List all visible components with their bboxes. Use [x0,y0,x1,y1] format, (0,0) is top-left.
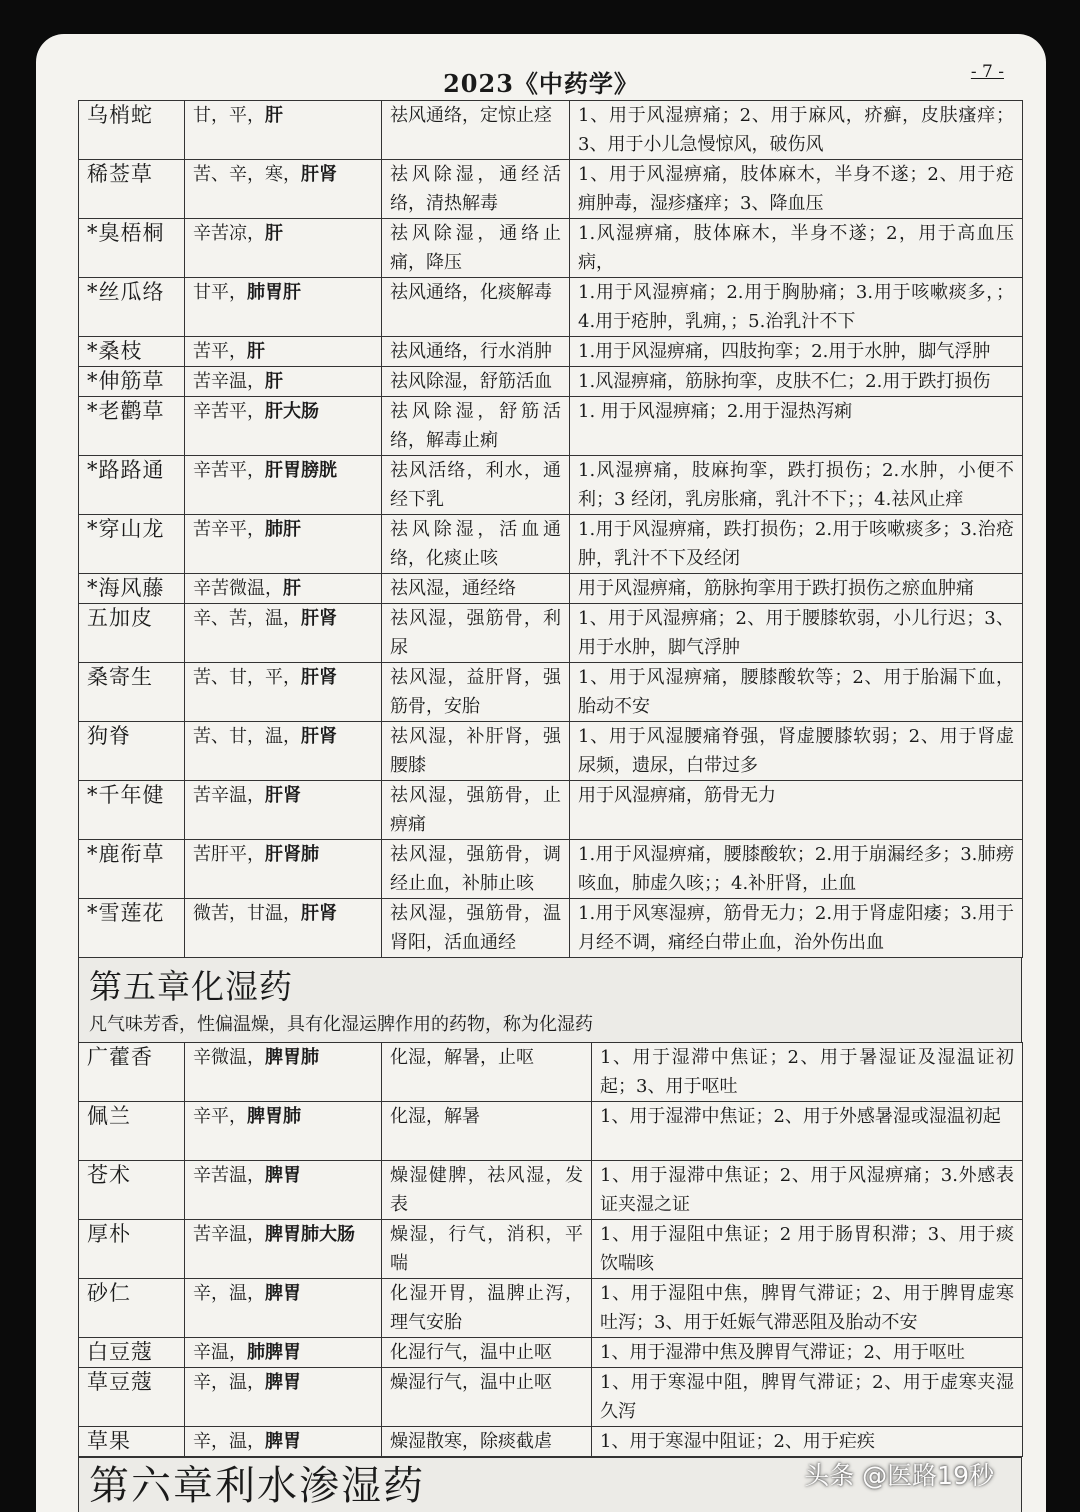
herb-usage: 1、用于寒湿中阻证；2、用于疟疾 [592,1427,1023,1457]
herb-meridian: 脾胃肺 [247,1106,301,1127]
herb-meridian: 肝 [265,371,283,392]
herb-usage: 1、用于湿阻中焦证；2 用于肠胃积滞；3、用于痰饮喘咳 [592,1220,1023,1279]
herb-meridian: 肝肾 [301,903,337,924]
herb-meridian: 肝 [247,341,265,362]
herb-property [185,781,382,840]
table-row [79,101,1023,160]
herb-effect: 祛风除湿，活血通络，化痰止咳 [382,515,570,574]
herb-usage: 1、用于风湿痹痛；2、用于麻风，疥癣，皮肤瘙痒；3、用于小儿急慢惊风，破伤风 [570,101,1023,160]
herb-meridian: 肝大肠 [265,401,319,422]
herb-effect: 化湿，解暑，止呕 [382,1043,592,1102]
herb-property [185,1279,382,1338]
herb-name: 厚朴 [79,1220,185,1279]
watermark-text: 头条 @医路19秒 [804,1461,994,1490]
herb-meridian: 脾胃 [265,1372,301,1393]
herb-taste: 辛苦凉， [193,223,265,244]
chapter5-header [78,958,1022,1042]
herb-effect: 祛风通络，行水消肿 [382,337,570,367]
herb-meridian: 肝肾 [265,785,301,806]
herb-effect: 燥湿健脾，祛风湿，发表 [382,1161,592,1220]
herb-name: *雪莲花 [79,899,185,958]
herb-effect: 燥湿，行气，消积，平喘 [382,1220,592,1279]
herb-property [185,160,382,219]
table-row [79,1102,1023,1161]
herb-taste: 甘，平， [193,105,265,126]
table-row [79,456,1023,515]
herb-name: 草豆蔻 [79,1368,185,1427]
herb-meridian: 肝 [265,223,283,244]
herb-property [185,899,382,958]
page-number: - 7 - [970,62,1004,82]
herb-name: 佩兰 [79,1102,185,1161]
herb-name: *丝瓜络 [79,278,185,337]
table-row [79,1220,1023,1279]
herb-taste: 辛苦平， [193,460,265,481]
herb-usage: 1、用于寒湿中阻，脾胃气滞证；2、用于虚寒夹湿久泻 [592,1368,1023,1427]
table-row [79,219,1023,278]
chapter6-title: 第六章利水渗湿药 [78,1457,1022,1512]
page-title: 2023《中药学》 [443,69,639,98]
herb-usage: 1、用于湿滞中焦及脾胃气滞证；2、用于呕吐 [592,1338,1023,1368]
herb-taste: 辛，温， [193,1372,265,1393]
herb-name: 草果 [79,1427,185,1457]
table-row [79,1043,1023,1102]
herb-effect: 化湿开胃，温脾止泻，理气安胎 [382,1279,592,1338]
herb-taste: 苦辛温， [193,371,265,392]
table-row [79,840,1023,899]
herb-name: 五加皮 [79,604,185,663]
herb-meridian: 肝肾肺 [265,844,319,865]
herb-effect: 祛风湿，强筋骨，温肾阳，活血通经 [382,899,570,958]
herb-property [185,574,382,604]
herb-effect: 祛风湿，益肝肾，强筋骨，安胎 [382,663,570,722]
herb-usage: 用于风湿痹痛，筋脉拘挛用于跌打损伤之瘀血肿痛 [570,574,1023,604]
herb-name: 狗脊 [79,722,185,781]
herb-name: *老鹳草 [79,397,185,456]
herb-effect: 祛风通络，定惊止痉 [382,101,570,160]
document-page [36,34,1046,1512]
herb-name: 稀莶草 [79,160,185,219]
herb-meridian: 肝胃膀胱 [265,460,337,481]
herb-usage: 1.风湿痹痛，筋脉拘挛，皮肤不仁；2.用于跌打损伤 [570,367,1023,397]
herb-name: *臭梧桐 [79,219,185,278]
table-row [79,1368,1023,1427]
table-row [79,1161,1023,1220]
herb-meridian: 肺胃肝 [247,282,301,303]
herb-property [185,219,382,278]
herb-taste: 辛、苦，温， [193,608,301,629]
herb-usage: 1、用于湿阻中焦，脾胃气滞证；2、用于脾胃虚寒吐泻；3、用于妊娠气滞恶阻及胎动不安 [592,1279,1023,1338]
herb-effect: 化湿，解暑 [382,1102,592,1161]
table-row [79,278,1023,337]
herb-name: *穿山龙 [79,515,185,574]
herb-meridian: 肝 [283,578,301,599]
table-row [79,1338,1023,1368]
herb-taste: 甘平， [193,282,247,303]
table-row [79,781,1023,840]
herb-property [185,1161,382,1220]
herb-name: *海风藤 [79,574,185,604]
herb-name: 白豆蔻 [79,1338,185,1368]
herb-usage: 1、用于风湿痹痛，腰膝酸软等；2、用于胎漏下血，胎动不安 [570,663,1023,722]
herb-effect: 祛风活络，利水，通经下乳 [382,456,570,515]
table-row [79,367,1023,397]
table-row [79,604,1023,663]
herb-taste: 苦辛温， [193,1224,265,1245]
herb-table-chapter5 [78,1042,1023,1457]
table-row [79,899,1023,958]
table-row [79,1279,1023,1338]
herb-meridian: 肝 [265,105,283,126]
herb-name: 苍术 [79,1161,185,1220]
herb-usage: 1.风湿痹痛，肢麻拘挛，跌打损伤；2.水肿，小便不利；3 经闭，乳房胀痛，乳汁不下；；4.祛风止痒 [570,456,1023,515]
herb-property [185,604,382,663]
herb-property [185,1368,382,1427]
herb-property [185,337,382,367]
herb-usage: 1、用于湿滞中焦证；2、用于暑湿证及湿温证初起；3、用于呕吐 [592,1043,1023,1102]
herb-meridian: 脾胃肺 [265,1047,319,1068]
herb-property [185,840,382,899]
herb-meridian: 脾胃 [265,1431,301,1452]
herb-effect: 祛风通络，化痰解毒 [382,278,570,337]
herb-name: 桑寄生 [79,663,185,722]
chapter5-title: 第五章化湿药 [89,967,293,1006]
herb-usage: 1.风湿痹痛，肢体麻木，半身不遂；2，用于高血压病， [570,219,1023,278]
herb-property [185,515,382,574]
herb-taste: 辛苦温， [193,1165,265,1186]
table-row [79,1427,1023,1457]
herb-meridian: 脾胃 [265,1165,301,1186]
herb-taste: 辛苦微温， [193,578,283,599]
herb-table-chapter4 [78,100,1023,958]
herb-effect: 祛风湿，通经络 [382,574,570,604]
herb-meridian: 脾胃 [265,1283,301,1304]
herb-property [185,722,382,781]
herb-effect: 祛风湿，强筋骨，利尿 [382,604,570,663]
herb-property [185,1338,382,1368]
herb-usage: 1、用于风湿腰痛脊强，肾虚腰膝软弱；2、用于肾虚尿频，遗尿，白带过多 [570,722,1023,781]
herb-property [185,1043,382,1102]
herb-property [185,101,382,160]
herb-effect: 祛风湿，强筋骨，调经止血，补肺止咳 [382,840,570,899]
herb-effect: 祛风除湿，舒筋活血 [382,367,570,397]
herb-taste: 微苦，甘温， [193,903,301,924]
herb-property [185,397,382,456]
herb-name: 砂仁 [79,1279,185,1338]
table-row [79,515,1023,574]
table-row [79,397,1023,456]
herb-usage: 1、用于湿滞中焦证；2、用于风湿痹痛；3.外感表证夹湿之证 [592,1161,1023,1220]
herb-taste: 辛，温， [193,1283,265,1304]
herb-taste: 苦、甘，平， [193,667,301,688]
herb-effect: 燥湿行气，温中止呕 [382,1368,592,1427]
herb-usage: 1.用于风湿痹痛，腰膝酸软；2.用于崩漏经多；3.肺痨咳血，肺虚久咳；；4.补肝肾，止血 [570,840,1023,899]
herb-effect: 祛风湿，补肝肾，强腰膝 [382,722,570,781]
herb-meridian: 脾胃肺大肠 [265,1224,355,1245]
herb-usage: 用于风湿痹痛，筋骨无力 [570,781,1023,840]
herb-usage: 1、用于风湿痹痛；2、用于腰膝软弱，小儿行迟；3、用于水肿，脚气浮肿 [570,604,1023,663]
herb-effect: 祛风除湿，通络止痛，降压 [382,219,570,278]
table-row [79,663,1023,722]
herb-name: 广藿香 [79,1043,185,1102]
herb-usage: 1.用于风湿痹痛，跌打损伤；2.用于咳嗽痰多；3.治疮肿，乳汁不下及经闭 [570,515,1023,574]
herb-meridian: 肝肾 [301,726,337,747]
herb-meridian: 肝肾 [301,164,337,185]
herb-taste: 苦肝平， [193,844,265,865]
herb-taste: 辛苦平， [193,401,265,422]
herb-tables [78,100,1022,1512]
herb-usage: 1.用于风湿痹痛；2.用于胸胁痛；3.用于咳嗽痰多，；4.用于疮肿，乳痈，；5.治乳汁不下 [570,278,1023,337]
table-row [79,160,1023,219]
chapter5-description: 凡气味芳香，性偏温燥，具有化湿运脾作用的药物，称为化湿药 [89,1014,593,1035]
herb-property [185,663,382,722]
herb-name: *鹿衔草 [79,840,185,899]
herb-name: 乌梢蛇 [79,101,185,160]
herb-taste: 苦辛平， [193,519,265,540]
herb-property [185,1102,382,1161]
herb-name: *伸筋草 [79,367,185,397]
herb-taste: 辛温， [193,1342,247,1363]
herb-taste: 辛微温， [193,1047,265,1068]
herb-taste: 辛平， [193,1106,247,1127]
table-row [79,722,1023,781]
herb-meridian: 肝肾 [301,667,337,688]
herb-usage: 1、用于风湿痹痛，肢体麻木，半身不遂；2、用于疮痈肿毒，湿疹瘙痒；3、降血压 [570,160,1023,219]
table-row [79,337,1023,367]
herb-name: *路路通 [79,456,185,515]
herb-effect: 祛风除湿，舒筋活络，解毒止痢 [382,397,570,456]
herb-taste: 苦辛温， [193,785,265,806]
herb-property [185,456,382,515]
herb-usage: 1、用于湿滞中焦证；2、用于外感暑湿或湿温初起 [592,1102,1023,1161]
herb-name: *千年健 [79,781,185,840]
herb-property [185,278,382,337]
herb-meridian: 肺脾胃 [247,1342,301,1363]
herb-taste: 辛，温， [193,1431,265,1452]
herb-meridian: 肺肝 [265,519,301,540]
herb-taste: 苦、甘，温， [193,726,301,747]
herb-meridian: 肝肾 [301,608,337,629]
herb-usage: 1.用于风湿痹痛，四肢拘挛；2.用于水肿，脚气浮肿 [570,337,1023,367]
herb-taste: 苦、辛，寒， [193,164,301,185]
herb-effect: 燥湿散寒，除痰截虐 [382,1427,592,1457]
herb-property [185,367,382,397]
herb-usage: 1.用于风寒湿痹，筋骨无力；2.用于肾虚阳痿；3.用于月经不调，痛经白带止血，治外伤出血 [570,899,1023,958]
table-row [79,574,1023,604]
herb-usage: 1. 用于风湿痹痛；2.用于湿热泻痢 [570,397,1023,456]
herb-property [185,1220,382,1279]
herb-effect: 祛风除湿，通经活络，清热解毒 [382,160,570,219]
herb-effect: 化湿行气，温中止呕 [382,1338,592,1368]
herb-effect: 祛风湿，强筋骨，止痹痛 [382,781,570,840]
herb-name: *桑枝 [79,337,185,367]
herb-taste: 苦平， [193,341,247,362]
herb-property [185,1427,382,1457]
